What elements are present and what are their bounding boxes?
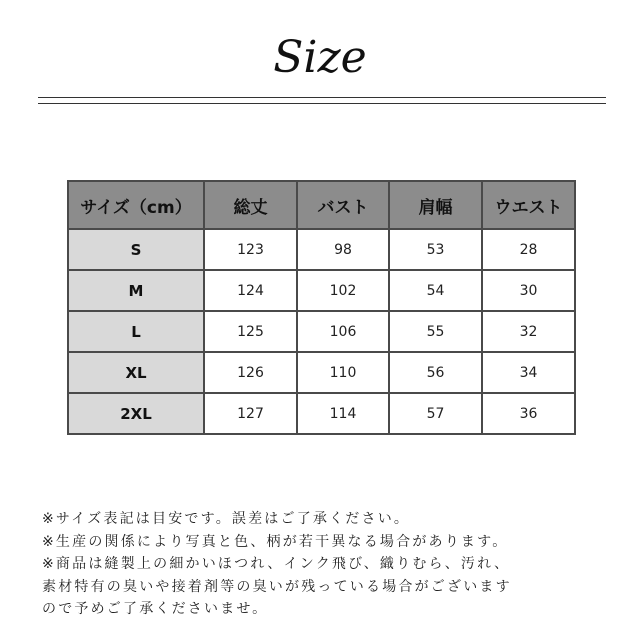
table-row <box>68 393 575 434</box>
table-cell: 54 <box>389 270 482 311</box>
table-cell: 106 <box>297 311 389 352</box>
table-cell: 55 <box>389 311 482 352</box>
table-row <box>68 270 575 311</box>
table-cell: 30 <box>482 270 575 311</box>
column-header-bust: バスト <box>297 181 389 229</box>
note-line: ※生産の関係により写真と色、柄が若干異なる場合があります。 <box>42 533 509 550</box>
table-cell: 28 <box>482 229 575 270</box>
table-cell: 124 <box>204 270 297 311</box>
table-cell: 57 <box>389 393 482 434</box>
note-line: ※サイズ表記は目安です。誤差はご了承ください。 <box>42 511 411 527</box>
page-title: Size <box>273 32 367 83</box>
column-header-size: サイズ（cm） <box>68 181 204 229</box>
table-cell: 126 <box>204 352 297 393</box>
column-header-length: 総丈 <box>204 181 297 229</box>
title-divider-top <box>38 97 606 98</box>
size-label-cell: XL <box>68 352 204 393</box>
table-cell: 114 <box>297 393 389 434</box>
table-cell: 36 <box>482 393 575 434</box>
size-label-cell: 2XL <box>68 393 204 434</box>
table-cell: 32 <box>482 311 575 352</box>
note-line: 素材特有の臭いや接着剤等の臭いが残っている場合がございます <box>42 578 512 595</box>
size-label-cell: L <box>68 311 204 352</box>
note-line: ので予めご了承くださいませ。 <box>42 601 269 617</box>
table-cell: 102 <box>297 270 389 311</box>
table-cell: 110 <box>297 352 389 393</box>
title-divider-bottom <box>38 103 606 104</box>
table-cell: 125 <box>204 311 297 352</box>
size-label-cell: M <box>68 270 204 311</box>
table-header-row <box>68 181 575 229</box>
size-table <box>67 180 576 435</box>
size-label-cell: S <box>68 229 204 270</box>
table-cell: 56 <box>389 352 482 393</box>
column-header-waist: ウエスト <box>482 181 575 229</box>
note-line: ※商品は縫製上の細かいほつれ、インク飛び、織りむら、汚れ、 <box>42 556 511 572</box>
table-row <box>68 229 575 270</box>
table-row <box>68 352 575 393</box>
notes-block <box>42 508 622 621</box>
table-cell: 53 <box>389 229 482 270</box>
table-row <box>68 311 575 352</box>
column-header-shoulder: 肩幅 <box>389 181 482 229</box>
table-cell: 123 <box>204 229 297 270</box>
table-cell: 98 <box>297 229 389 270</box>
table-cell: 127 <box>204 393 297 434</box>
table-cell: 34 <box>482 352 575 393</box>
